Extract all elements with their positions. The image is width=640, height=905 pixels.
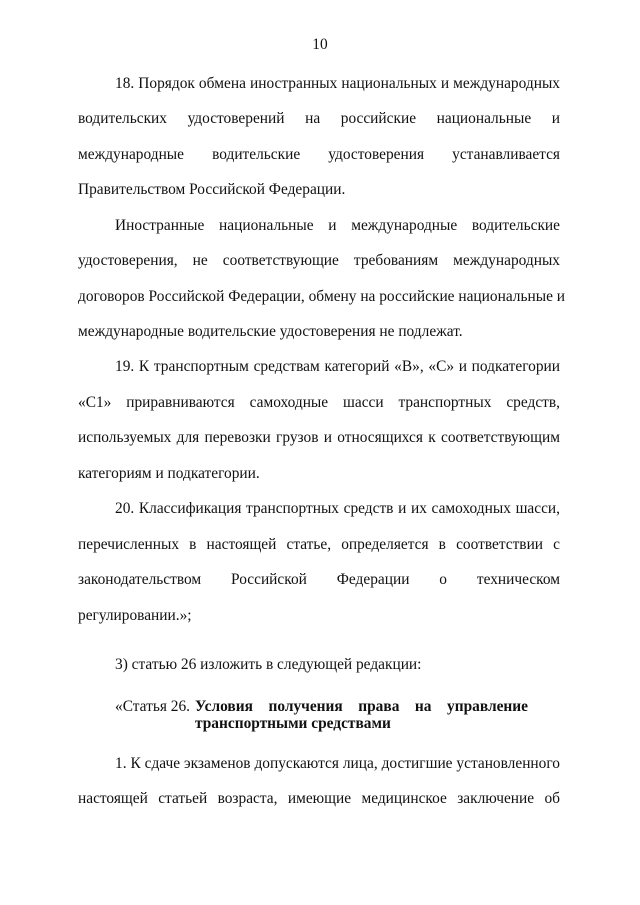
- text-line: Иностранные национальные и международные водительские: [115, 217, 560, 234]
- text-line: 20. Классификация транспортных средств и их самоходных шасси,: [115, 500, 560, 517]
- text-line: 18. Порядок обмена иностранных национальных и международных: [115, 75, 560, 92]
- text-line: перечисленных в настоящей статье, определяется в соответствии с: [78, 536, 560, 553]
- page-number: 10: [312, 36, 328, 53]
- article-title-line-2: транспортными средствами: [195, 715, 391, 732]
- text-line: водительских удостоверений на российские национальные и: [78, 110, 560, 127]
- text-line: законодательством Российской Федерации о техническом: [78, 571, 560, 588]
- text-line: 1. К сдаче экзаменов допускаются лица, достигшие установленного: [115, 755, 560, 772]
- article-label: «Статья 26.: [115, 698, 191, 715]
- text-line: удостоверения, не соответствующие требованиям международных: [78, 252, 560, 269]
- text-line: настоящей статьей возраста, имеющие медицинское заключение об: [78, 790, 560, 807]
- text-line: 19. К транспортным средствам категорий «В», «С» и подкатегории: [115, 358, 560, 375]
- text-line: Правительством Российской Федерации.: [78, 181, 346, 198]
- text-line: категориям и подкатегории.: [78, 465, 260, 482]
- article-title-line-1: Условия получения права на управление: [195, 698, 528, 715]
- text-line: «С1» приравниваются самоходные шасси транспортных средств,: [78, 394, 560, 411]
- text-line: регулировании.»;: [78, 607, 192, 624]
- text-line: используемых для перевозки грузов и относящихся к соответствующим: [78, 429, 560, 446]
- text-line: международные водительские удостоверения устанавливается: [78, 146, 560, 163]
- text-line: договоров Российской Федерации, обмену на российские национальные и: [78, 288, 565, 305]
- text-line: международные водительские удостоверения не подлежат.: [78, 323, 463, 340]
- text-line: 3) статью 26 изложить в следующей редакции:: [115, 656, 422, 673]
